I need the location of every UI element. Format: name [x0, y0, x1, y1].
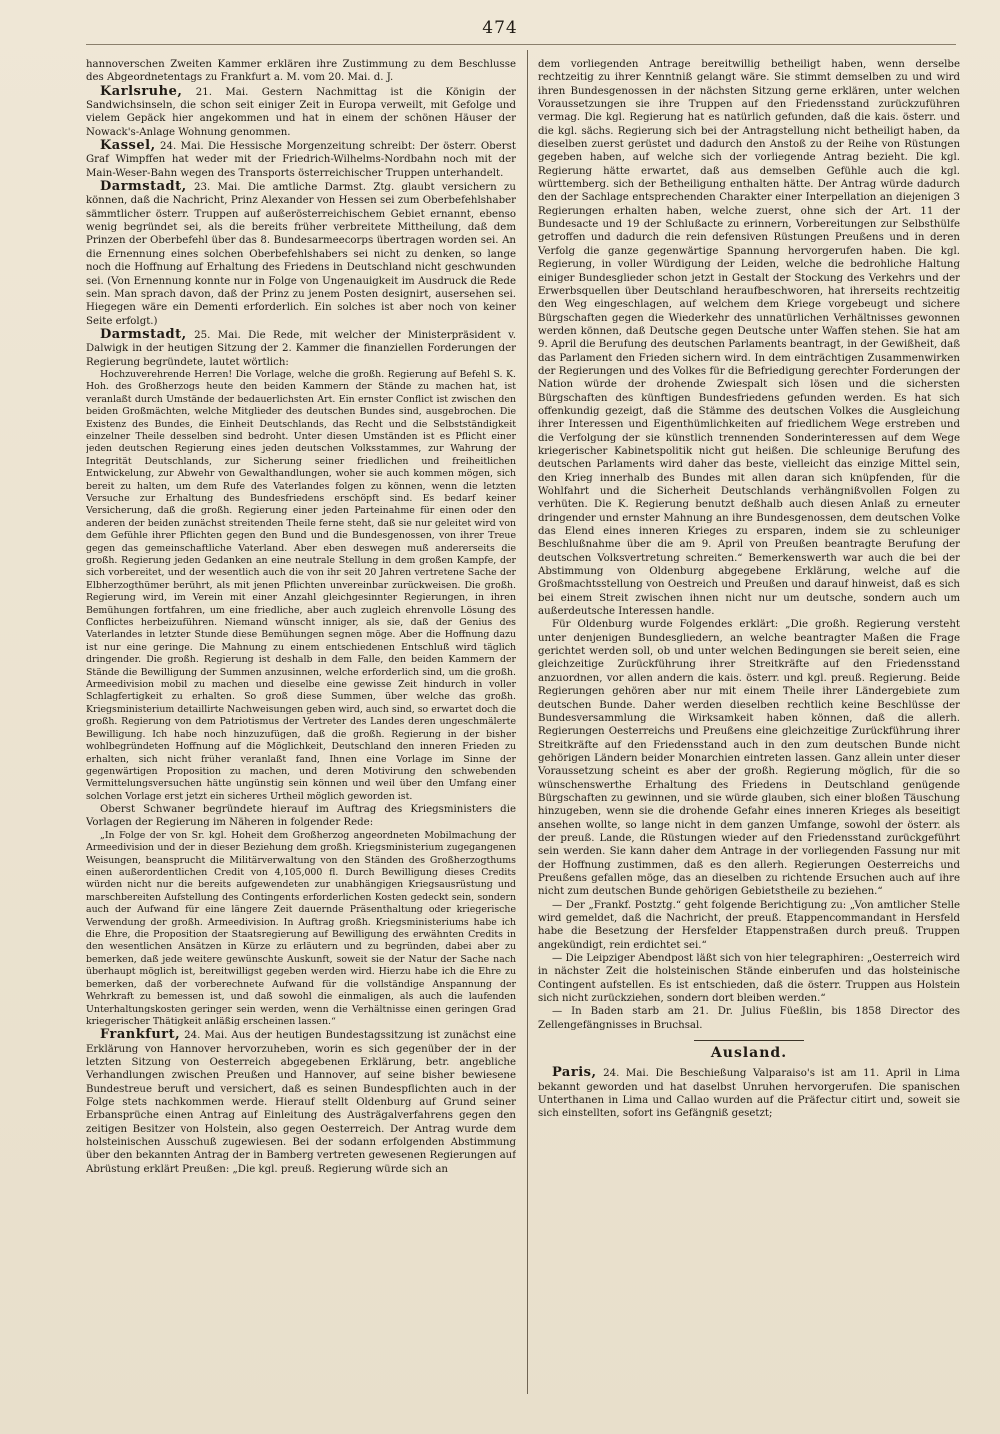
dateline-place: Darmstadt,	[100, 326, 187, 342]
article-text: 25. Mai. Die Rede, mit welcher der Ministerpräsident v. Dalwigk in der heutigen Sitzung der 2. Kammer die finanziellen Forderungen der Regierung begründete, lautet wörtlich:	[86, 329, 516, 368]
article-text: — Die Leipziger Abendpost läßt sich von hier telegraphiren: „Oesterreich wird in nächster Zeit die holsteinischen Stände einberufen und das holsteinische Contingent aufstellen. Es ist entschieden, daß die österr. Truppen aus Holstein sich nicht zurückziehen, sondern dort bleiben werden.“	[538, 953, 960, 1005]
dateline-place: Paris,	[552, 1065, 597, 1081]
article-paragraph	[86, 139, 516, 180]
article-paragraph	[86, 803, 516, 830]
article-paragraph	[538, 952, 960, 1005]
right-column-articles	[538, 58, 960, 1032]
article-paragraph	[538, 899, 960, 952]
header-rule	[86, 44, 956, 45]
article-text: dem vorliegenden Antrage bereitwillig betheiligt haben, wenn derselbe rechtzeitig zu ihrer Kenntniß gelangt wäre. Sie stimmt demselben zu und wird ihren Bundesgenossen in der nächsten Sitzung gerne erklären, unter welchen Voraussetzungen sie ihre Truppen auf den Friedensstand zurückzuführen vermag. Die kgl. Regierung hat es natürlich gefunden, daß die kais. österr. und die kgl. sächs. Regierung sich bei der Antragstellung nicht betheiligt haben, da dieselben zuerst gerüstet und dadurch den Anstoß zu der Reihe von Rüstungen gegeben haben, auf welche sich der vorliegende Antrag bezieht. Die kgl. Regierung hätte erwartet, daß aus demselben Gefühle auch die kgl. württemberg. sich der Betheiligung enthalten hätte. Der Antrag würde dadurch den der Sachlage entsprechenden Charakter einer Interpellation an diejenigen 3 Regierungen erhalten haben, welche zuerst, ohne sich der Art. 11 der Bundesacte und 19 der Schlußacte zu erinnern, Vorbereitungen zur Selbsthülfe getroffen und dadurch die rein defensiven Rüstungen Preußens und in deren Verfolg die ganze gegenwärtige Spannung hervorgerufen haben. Die kgl. Regierung, in voller Würdigung der Leiden, welche die bedrohliche Haltung einiger Bundesglieder schon jetzt in Gestalt der Stockung des Verkehrs und der Erwerbsquellen über Deutschland heraufbeschworen, hat ihrerseits rechtzeitig den Weg eingeschlagen, auf welchem dem Kriege vorgebeugt und sichere Bürgschaften gegen die Wiederkehr des unnatürlichen Verhältnisses gewonnen werden können, daß Deutsche gegen Deutsche unter Waffen stehen. Sie hat am 9. April die Berufung des deutschen Parlaments beantragt, in der Gewißheit, daß das Parlament den Frieden sichern wird. In dem einträchtigen Zusammenwirken der Regierungen und des Volkes für die Befriedigung gerechter Forderungen der Nation würde der drohende Zwiespalt sich lösen und die sichersten Bürgschaften des künftigen Bundesfriedens gefunden werden. Es hat sich offenkundig gezeigt, daß die Stämme des deutschen Volkes die Ausgleichung ihrer Interessen und Eigenthümlichkeiten auf friedlichem Wege erstreben und die Verfolgung der sie künstlich trennenden Sonderinteressen auf dem Wege kriegerischer Kabinetspolitik nicht gut heißen. Die schleunige Berufung des deutschen Parlaments wird daher das beste, vielleicht das einzige Mittel sein, den Krieg innerhalb des Bundes mit allen daran sich knüpfenden, für die Wohlfahrt und die Sicherheit Deutschlands verhängnißvollen Folgen zu verhüten. Die K. Regierung benutzt deßhalb auch diesen Anlaß zu erneuter dringender und ernster Mahnung an ihre Bundesgenossen, dem deutschen Volke das Elend eines inneren Krieges zu ersparen, indem sie zu schleuniger Beschlußnahme über die am 9. April von Preußen beantragte Berufung der deutschen Volksvertretung schreiten.“ Bemerkenswerth war auch die bei der Abstimmung von Oldenburg abgegebene Erklärung, welche auf die Großmachtsstellung von Oestreich und Preußen und darauf hinweist, daß es sich bei einem Streit zwischen ihnen nicht nur um deutsche, sondern auch um außerdeutsche Interessen handle.	[538, 59, 960, 618]
article-paragraph	[86, 328, 516, 369]
article-text: Für Oldenburg wurde Folgendes erklärt: „Die großh. Regierung versteht unter denjenigen Bundesgliedern, an welche beantragter Maßen die Frage gerichtet werden soll, ob und unter welchen Bedingungen sie bereit seien, eine gleichzeitige Zurückführung ihrer Streitkräfte auf den Friedensstand anzuordnen, vor allen andern die kais. österr. und kgl. preuß. Regierung. Beide Regierungen gehören aber nur mit einem Theile ihrer Ländergebiete zum deutschen Bunde. Daher werden dieselben rechtlich keine Beschlüsse der Bundesversammlung die Wirksamkeit haben können, daß die allerh. Regierungen Oesterreichs und Preußens eine gleichzeitige Zurückführung ihrer Streitkräfte auf den Friedensstand auch in den zum deutschen Bunde nicht gehörigen Ländern beider Monarchien eintreten lassen. Ganz allein unter dieser Voraussetzung scheint es aber der großh. Regierung möglich, für die so wünschenswerthe Erhaltung des Friedens in Deutschland genügende Bürgschaften zu gewinnen, und sie würde glauben, sich einer bloßen Täuschung hinzugeben, wenn sie die drohende Gefahr eines inneren Krieges als beseitigt ansehen wollte, so lange nicht in dem ganzen Umfange, sowohl der österr. als der preuß. Lande, die Rüstungen wieder auf den Friedensstand zurückgeführt sein werden. Sie kann daher dem Antrage in der vorliegenden Fassung nur mit der Hoffnung zustimmen, daß es den allerh. Regierungen Oesterreichs und Preußens gefallen möge, das an dieselben zu richtende Ersuchen auch auf ihre nicht zum deutschen Bunde gehörigen Gebietstheile zu beziehen.“	[538, 619, 960, 898]
article-text: 24. Mai. Die Beschießung Valparaiso's ist am 11. April in Lima bekannt geworden und hat daselbst Unruhen hervorgerufen. Die spanischen Unterthanen in Lima und Callao wurden auf die Präfectur citirt und, soweit sie sich einstellten, sofort ins Gefängniß gesetzt;	[538, 1068, 960, 1120]
article-paragraph	[86, 369, 516, 803]
article-paris	[538, 1066, 960, 1120]
article-text: 24. Mai. Die Hessische Morgenzeitung schreibt: Der österr. Oberst Graf Wimpffen hat weder mit der Friedrich-Wilhelms-Nordbahn noch mit der Main-Weser-Bahn wegen des Transports österreichischer Truppen unterhandelt.	[86, 141, 516, 179]
column-divider	[527, 50, 528, 1394]
article-paragraph	[86, 180, 516, 328]
article-paragraph	[538, 58, 960, 618]
section-heading-ausland: Ausland.	[710, 1045, 788, 1062]
dateline-place: Karlsruhe,	[100, 83, 183, 99]
article-text: 24. Mai. Aus der heutigen Bundestagssitzung ist zunächst eine Erklärung von Hannover hervorzuheben, worin es sich gegenüber der in der letzten Sitzung von Oesterreich abgegebenen Erklärung, betr. angebliche Verhandlungen zwischen Preußen und Hannover, auf seine bisher bewiesene Bundestreue beruft und versichert, daß es seinen Bundespflichten auch in der Folge stets nachkommen werde. Hierauf stellt Oldenburg auf Grund seiner Erbansprüche einen Antrag auf Einleitung des Austrägalverfahrens gegen den zeitigen Besitzer von Holstein, also gegen Oesterreich. Der Antrag wurde dem holsteinischen Ausschuß zugewiesen. Bei der sodann erfolgenden Abstimmung über den bekannten Antrag der in Bamberg vertreten gewesenen Regierungen auf Abrüstung erklärt Preußen: „Die kgl. preuß. Regierung würde sich an	[86, 1030, 516, 1175]
page-number: 474	[482, 18, 518, 38]
article-text: 21. Mai. Gestern Nachmittag ist die Königin der Sandwichsinseln, die schon seit einiger Zeit in Europa verweilt, mit Gefolge und vielem Gepäck hier angekommen und hat in einem der schönen Häuser der Nowack's-Anlage Wohnung genommen.	[86, 86, 516, 138]
article-text: 23. Mai. Die amtliche Darmst. Ztg. glaubt versichern zu können, daß die Nachricht, Prinz Alexander von Hessen sei zum Oberbefehlshaber sämmtlicher österr. Truppen auf außerösterreichischem Gebiet ernannt, ebenso wenig begründet sei, als die bereits früher verbreitete Mittheilung, daß dem Prinzen der Oberbefehl über das 8. Bundesarmeecorps übertragen worden sei. An die Ernennung eines solchen Oberbefehlshabers sei nicht zu denken, so lange noch die Hoffnung auf Erhaltung des Friedens in Deutschland nicht geschwunden sei. (Von Ernennung konnte nur in Folge von Ungenauigkeit im Ausdruck die Rede sein. Man sprach davon, daß der Prinz zu jenem Posten designirt, ausersehen sei. Hiegegen wäre ein Dementi erforderlich. Ein solches ist aber noch von keiner Seite erfolgt.)	[86, 182, 516, 327]
article-text: Hochzuverehrende Herren! Die Vorlage, welche die großh. Regierung auf Befehl S. K. Hoh. des Großherzogs heute den beiden Kammern der Stände zu machen hat, ist veranlaßt durch Umstände der bedauerlichsten Art. Ein ernster Conflict ist zwischen den beiden Großmächten, welche Mitglieder des deutschen Bundes sind, ausgebrochen. Die Existenz des Bundes, die Einheit Deutschlands, das Recht und die Selbstständigkeit einzelner Theile desselben sind bedroht. Unter diesen Umständen ist es Pflicht einer jeden deutschen Regierung eines jeden deutschen Volksstammes, zur Wahrung der Integrität Deutschlands, zur Sicherung seiner friedlichen und freiheitlichen Entwickelung, zur Abwehr von Gewalthandlungen, woher sie auch kommen mögen, sich bereit zu halten, um dem Rufe des Vaterlandes folgen zu können, wenn die letzten Versuche zur Erhaltung des Bundesfriedens erschöpft sind. Es bedarf keiner Versicherung, daß die großh. Regierung einer jeden Parteinahme für einen oder den anderen der beiden zunächst streitenden Theile ferne steht, daß sie nur geleitet wird von dem Gefühle ihrer Pflichten gegen den Bund und die Bundesgenossen, von ihrer Treue gegen das gemeinschaftliche Vaterland. Aber eben deswegen muß andererseits die großh. Regierung jeden Gedanken an eine neutrale Stellung in dem großen Kampfe, der sich vorbereitet, und der wesentlich auch die von ihr seit 20 Jahren vertretene Sache der Elbherzogthümer berührt, als mit jenen Pflichten unvereinbar zurückweisen. Die großh. Regierung wird, im Verein mit einer Anzahl gleichgesinnter Regierungen, in ihren Bemühungen fortfahren, um eine friedliche, aber auch zugleich ehrenvolle Lösung des Conflictes herbeizuführen. Niemand wünscht inniger, als sie, daß der Genius des Vaterlandes in letzter Stunde diese Bemühungen segnen möge. Aber die Hoffnung dazu ist nur eine geringe. Die Mahnung zu einem entschiedenen Entschluß wird täglich dringender. Die großh. Regierung ist deshalb in dem Falle, den beiden Kammern der Stände die Bewilligung der Summen anzusinnen, welche erforderlich sind, um die großh. Armeedivision mobil zu machen und dieselbe eine gewisse Zeit hindurch in voller Schlagfertigkeit zu erhalten. So groß diese Summen, über welche das großh. Kriegsministerium detaillirte Nachweisungen geben wird, auch sind, so erwartet doch die großh. Regierung von dem Patriotismus der Vertreter des Landes deren ungeschmälerte Bewilligung. Ich habe noch hinzuzufügen, daß die großh. Regierung in der bisher wohlbegründeten Hoffnung auf die Möglichkeit, Deutschland den inneren Frieden zu erhalten, sich nicht früher veranlaßt fand, Ihnen eine Vorlage im Sinne der gegenwärtigen Proposition zu machen, und deren Motivirung den schwebenden Vermittelungsversuchen hätte ungünstig sein können und weil über den Umfang einer solchen Vorlage erst jetzt ein sicheres Urtheil möglich geworden ist.	[86, 368, 516, 802]
article-paragraph	[538, 618, 960, 898]
section-rule	[694, 1040, 804, 1041]
dateline-place: Frankfurt,	[100, 1027, 181, 1043]
article-text: — Der „Frankf. Postztg.“ geht folgende Berichtigung zu: „Von amtlicher Stelle wird gemeldet, daß die Nachricht, der preuß. Etappencommandant in Hersfeld habe die Besetzung der Hersfelder Etappenstraßen durch preuß. Truppen angekündigt, rein erdichtet sei.“	[538, 899, 960, 951]
article-text: „In Folge der von Sr. kgl. Hoheit dem Großherzog angeordneten Mobilmachung der Armeedivision und der in dieser Beziehung dem großh. Kriegsministerium zugegangenen Weisungen, beansprucht die Militärverwaltung von den Ständen des Großherzogthums einen außerordentlichen Credit von 4,105,000 fl. Durch Bewilligung dieses Credits würden nicht nur die bereits aufgewendeten zur unabhängigen Kriegsausrüstung und marschbereiten Aufstellung des Contingents erforderlichen Kosten gedeckt sein, sondern auch der Aufwand für eine längere Zeit dauernde Präsenthaltung oder kriegerische Verwendung der großh. Armeedivision. In Auftrag großh. Kriegsministeriums habe ich die Ehre, die Proposition der Staatsregierung auf Bewilligung des erwähnten Credits in den wesentlichen Ansätzen in Kürze zu erläutern und zu begründen, dabei aber zu bemerken, daß jede weitere gewünschte Auskunft, soweit sie der Natur der Sache nach überhaupt möglich ist, bereitwilligst gegeben werden wird. Hierzu habe ich die Ehre zu bemerken, daß der vorberechnete Aufwand für die vollständige Anspannung der Wehrkraft zu bemessen ist, und daß sowohl die einmaligen, als auch die laufenden Unterhaltungskosten geringer sein werden, wenn die Verhältnisse einen geringen Grad kriegerischer Thätigkeit anläßig erscheinen lassen.“	[86, 829, 516, 1027]
article-paragraph	[86, 1028, 516, 1176]
article-paragraph	[86, 85, 516, 139]
article-text: Oberst Schwaner begründete hierauf im Auftrag des Kriegsministers die Vorlagen der Regierung im Näheren in folgender Rede:	[86, 804, 516, 829]
article-paragraph	[86, 830, 516, 1029]
article-text: — In Baden starb am 21. Dr. Julius Füeßlin, bis 1858 Director des Zellengefängnisses in Bruchsal.	[538, 1006, 960, 1031]
dateline-place: Kassel,	[100, 138, 156, 154]
article-text: hannoverschen Zweiten Kammer erklären ihre Zustimmung zu dem Beschlusse des Abgeordnetentags zu Frankfurt a. M. vom 20. Mai. d. J.	[86, 59, 516, 84]
right-column	[538, 58, 960, 1372]
article-paragraph	[538, 1005, 960, 1032]
left-column	[86, 58, 516, 1372]
article-paragraph	[86, 58, 516, 85]
dateline-place: Darmstadt,	[100, 179, 187, 195]
